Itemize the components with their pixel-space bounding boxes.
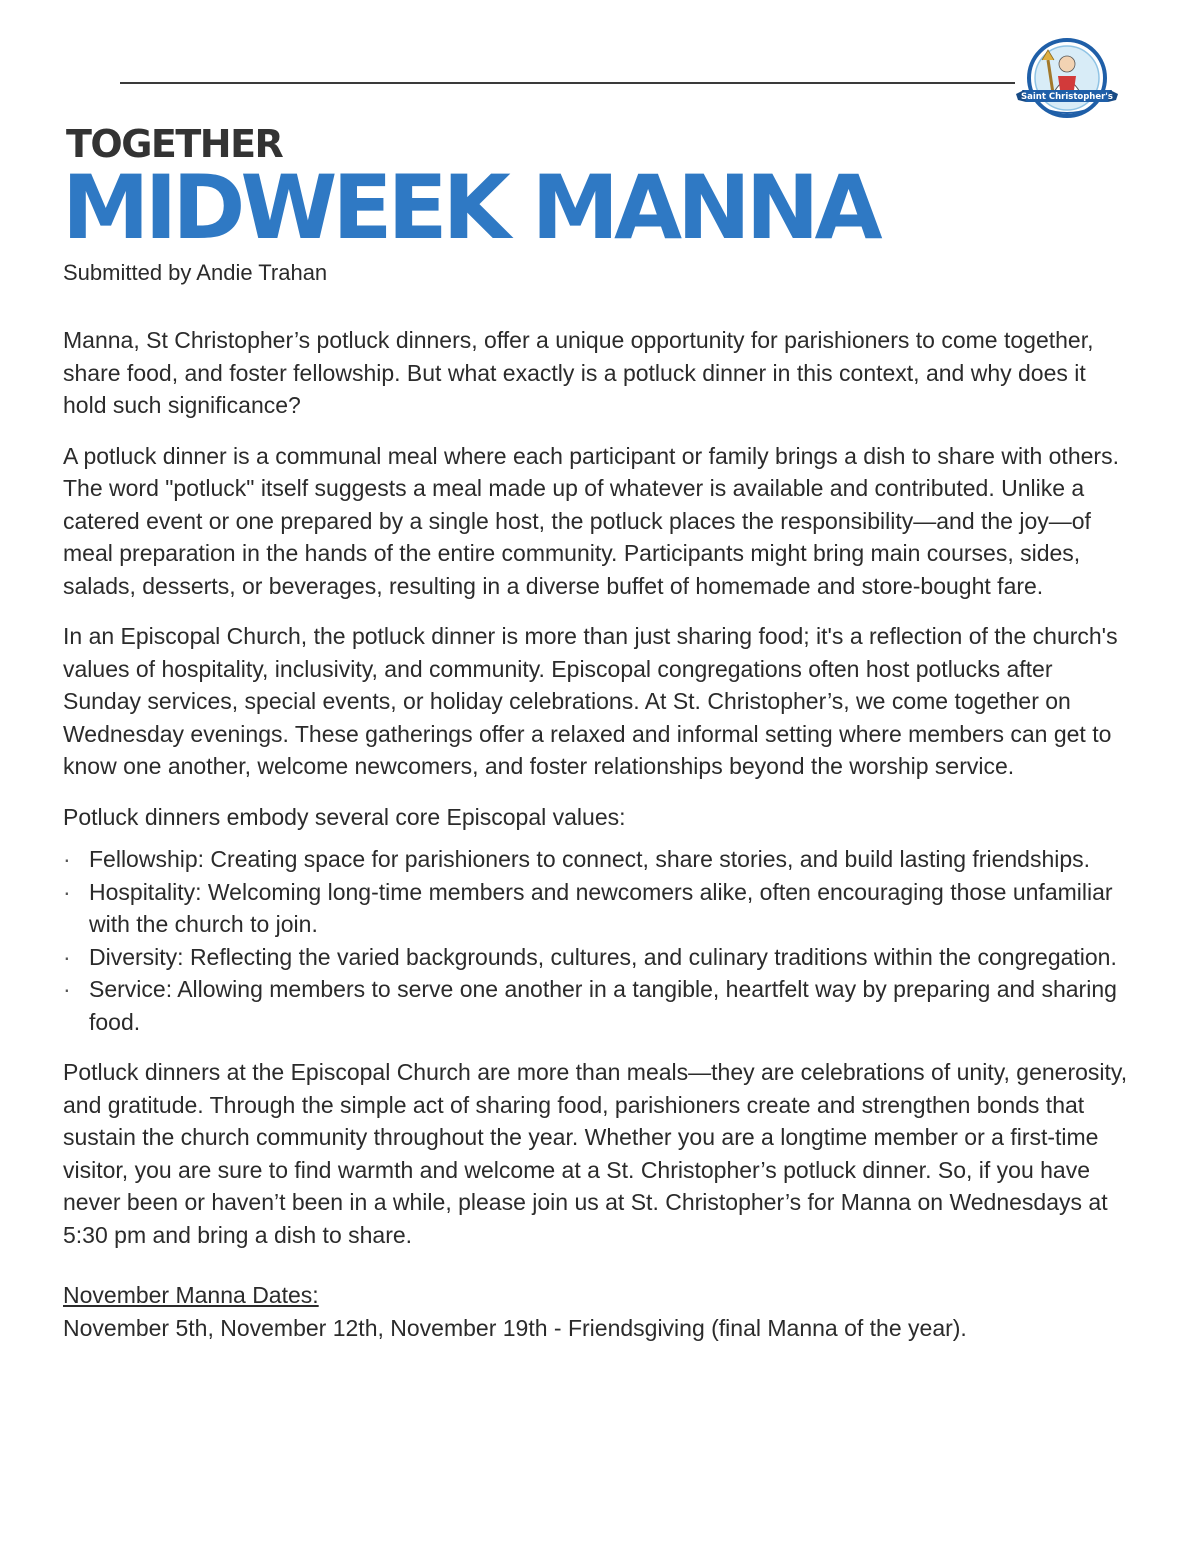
value-fellowship: Fellowship: Creating space for parishioners to connect, share stories, and build lasting friendships. (89, 846, 1091, 872)
bullet-icon: · (63, 878, 71, 905)
header-rule (120, 82, 1015, 84)
list-item (63, 941, 1128, 974)
value-diversity: Diversity: Reflecting the varied backgrounds, cultures, and culinary traditions within the congregation. (89, 943, 1117, 970)
dates-heading: November Manna Dates: (63, 1282, 319, 1308)
logo-text: Saint Christopher's (1021, 92, 1113, 102)
list-item (63, 973, 1128, 1038)
values-intro: Potluck dinners embody several core Episcopal values: (63, 803, 626, 830)
intro-paragraph: Manna, St Christopher’s potluck dinners, offer a unique opportunity for parishioners to come together, share food, and foster fellowship. But what exactly is a potluck dinner in this context, and why does it hold such significance? (63, 327, 1094, 418)
episcopal-paragraph: In an Episcopal Church, the potluck dinner is more than just sharing food; it's a reflection of the church's values of hospitality, inclusivity, and community. Episcopal congregations often host potlucks after Sunday services, special events, or holiday celebrations. At St. Christopher’s, we come together on Wednesday evenings. These gatherings offer a relaxed and informal setting where members can get to know one another, welcome newcomers, and foster relationships beyond the worship service. (63, 623, 1118, 779)
definition-paragraph: A potluck dinner is a communal meal where each participant or family brings a dish to share with others. The word "potluck" itself suggests a meal made up of whatever is available and contributed. Unlike a catered event or one prepared by a single host, the potluck places the responsibility—and the joy—of meal preparation in the hands of the entire community. Participants might bring main courses, sides, salads, desserts, or beverages, resulting in a diverse buffet of homemade and store-bought fare. (63, 442, 1119, 599)
values-list (63, 843, 1128, 1038)
dates-list: November 5th, November 12th, November 19th - Friendsgiving (final Manna of the year). (63, 1314, 967, 1341)
list-item (63, 876, 1128, 941)
bullet-icon: · (63, 846, 71, 872)
bullet-icon: · (63, 943, 71, 970)
byline: Submitted by Andie Trahan (63, 260, 328, 285)
article-body (63, 324, 1128, 1344)
closing-paragraph: Potluck dinners at the Episcopal Church are more than meals—they are celebrations of unity, generosity, and gratitude. Through the simple act of sharing food, parishioners create and strengthen bonds that sustain the church community throughout the year. Whether you are a longtime member or a first-time visitor, you are sure to find warmth and welcome at a St. Christopher’s potluck dinner. So, if you have never been or haven’t been in a while, please join us at St. Christopher’s for Manna on Wednesdays at 5:30 pm and bring a dish to share. (63, 1059, 1128, 1248)
church-logo (1012, 38, 1122, 122)
kicker-heading: TOGETHER (66, 122, 283, 166)
page-title: MIDWEEK MANNA (62, 156, 878, 259)
bullet-icon: · (63, 976, 71, 1002)
value-hospitality: Hospitality: Welcoming long-time members and newcomers alike, often encouraging those unfamiliar with the church to join. (89, 878, 1113, 937)
value-service: Service: Allowing members to serve one another in a tangible, heartfelt way by preparing and sharing food. (89, 976, 1117, 1035)
list-item (63, 843, 1128, 876)
